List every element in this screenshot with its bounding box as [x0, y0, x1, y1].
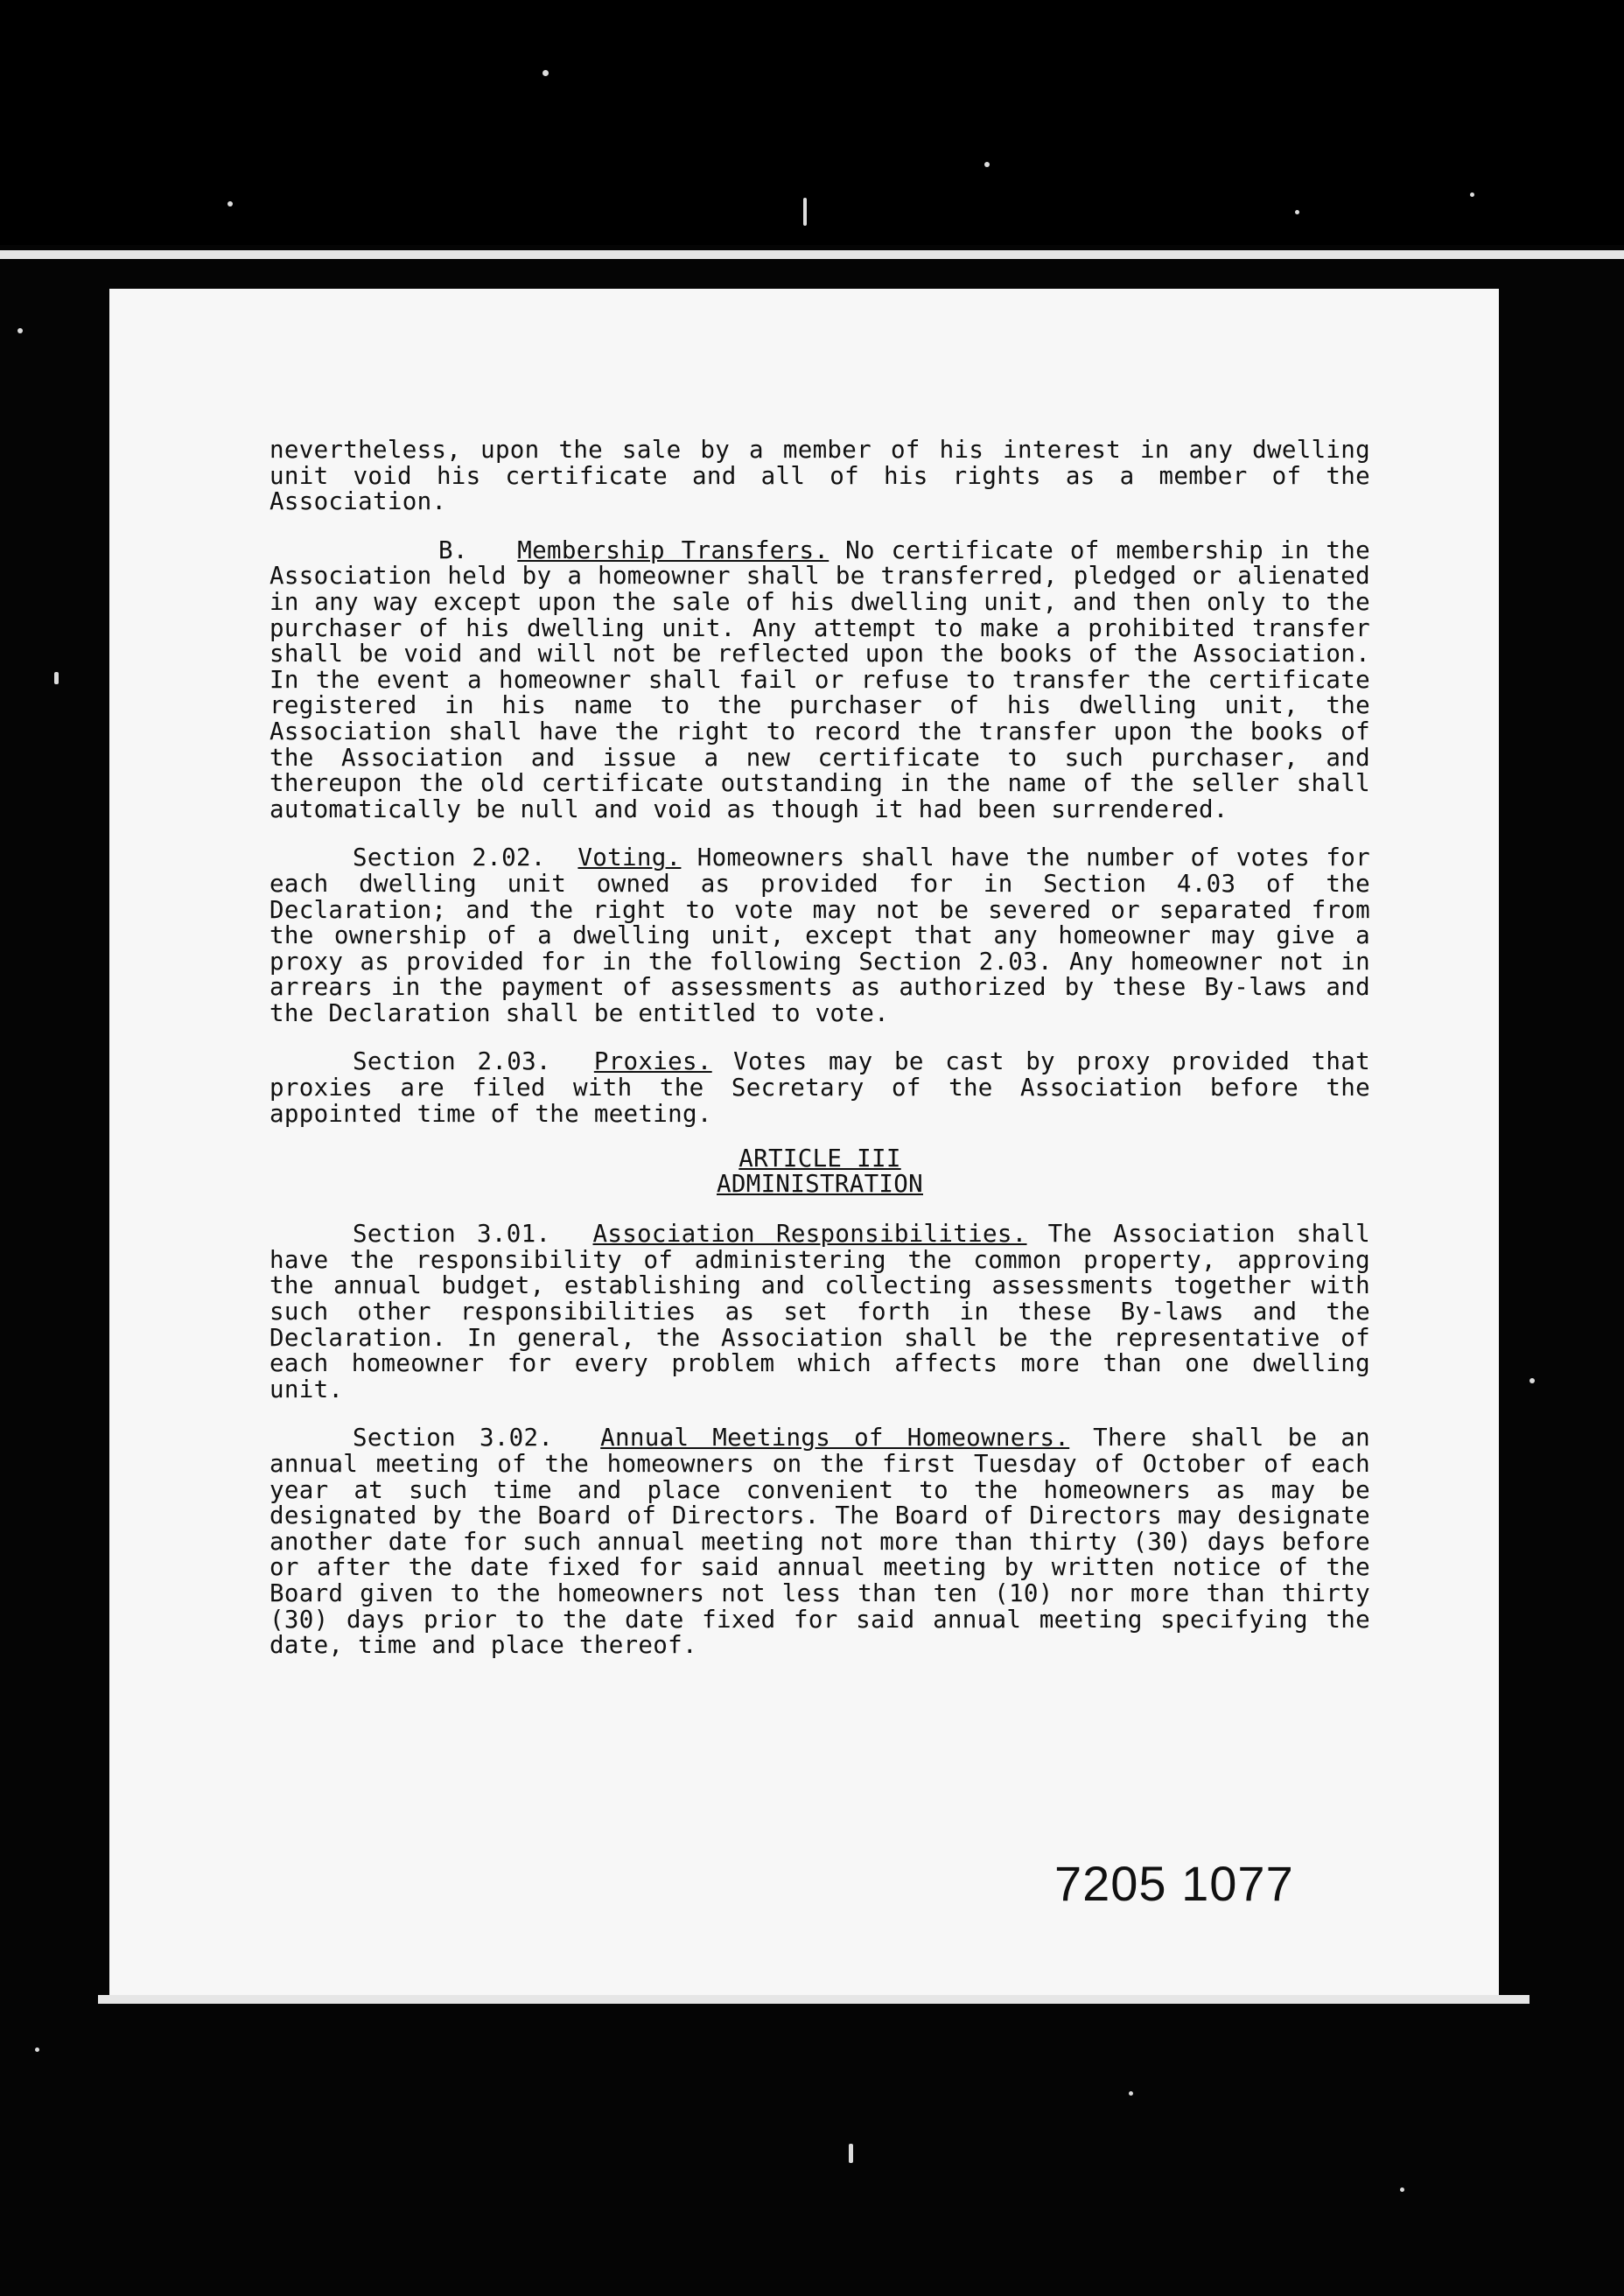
section-text: Votes may be cast by proxy provided that proxies are filed with the Secretary of the Association before the appointed time of the meeting. [270, 1047, 1370, 1128]
scan-speck [1470, 192, 1474, 197]
scan-speck [35, 2048, 39, 2052]
subsection-label: B. [438, 536, 468, 564]
section-3-01 [270, 1222, 1370, 1403]
section-label: Section 3.01. [353, 1220, 551, 1249]
section-heading: Annual Meetings of Homeowners. [600, 1424, 1070, 1452]
section-heading: Voting. [578, 844, 682, 872]
subsection-text: No certificate of membership in the Association held by a homeowner shall be transferred, pledged or alienated in any way except upon the sale of his dwelling unit, and then only to the purchaser of his dwelling unit. Any attempt to make a prohibited transfer shall be void and will not be reflected upon the books of the Association. In the event a homeowner shall fail or refuse to transfer the certificate registered in his name to the purchaser of his dwelling unit, the Association shall have the right to record the transfer upon the books of the Association and issue a new certificate to such purchaser, and thereupon the old certificate outstanding in the name of the seller shall automatically be null and void as though it had been surrendered. [270, 536, 1371, 823]
top-edge-rule [0, 250, 1624, 259]
document-body [270, 438, 1370, 1659]
section-label: Section 3.02. [353, 1424, 554, 1452]
document-page [109, 289, 1499, 1999]
recording-stamp-number: 7205 1077 [1054, 1856, 1294, 1911]
scan-speck [1129, 2091, 1133, 2096]
section-2-03 [270, 1049, 1370, 1127]
paragraph-membership-transfers [270, 538, 1370, 823]
subsection-heading: Membership Transfers. [517, 536, 830, 564]
article-number: ARTICLE III [738, 1144, 901, 1173]
section-label: Section 2.03. [353, 1047, 551, 1076]
section-3-02 [270, 1425, 1370, 1658]
bottom-edge-rule [98, 1995, 1530, 2004]
article-title: ADMINISTRATION [717, 1170, 923, 1199]
dark-scan-margin [0, 0, 1624, 245]
scan-speck [18, 328, 23, 333]
section-label: Section 2.02. [353, 844, 546, 872]
section-2-02 [270, 845, 1370, 1026]
scan-speck [849, 2144, 853, 2163]
scan-speck [984, 162, 990, 167]
scan-speck [1400, 2188, 1404, 2192]
section-text: There shall be an annual meeting of the homeowners on the first Tuesday of October of each year at such time and place convenient to the homeowners as may be designated by the Board of Directors. The Board of Directors may designate another date for such annual meeting not more than thirty (30) days before or after the date fixed for said annual meeting by written notice of the Board given to the homeowners not less than ten (10) nor more than thirty (30) days prior to the date fixed for said annual meeting specifying the date, time and place thereof. [270, 1424, 1370, 1660]
paragraph-continuation: nevertheless, upon the sale by a member of his interest in any dwelling unit void his certificate and all of his rights as a member of the Association. [270, 436, 1370, 516]
scan-speck [1530, 1378, 1535, 1383]
scan-speck [228, 201, 233, 206]
section-heading: Association Responsibilities. [592, 1220, 1027, 1249]
section-heading: Proxies. [593, 1047, 712, 1076]
scan-speck [1295, 210, 1299, 214]
section-text: Homeowners shall have the number of votes for each dwelling unit owned as provided for in Section 4.03 of the Declaration; and the right to vote may not be severed or separated from the ownership of a dwelling unit, except that any homeowner may give a proxy as provided for in the following Section 2.03. Any homeowner not in arrears in the payment of assessments as authorized by these By-laws and the Declaration shall be entitled to vote. [270, 844, 1370, 1027]
scan-speck [54, 672, 59, 684]
scan-speck [803, 198, 807, 226]
scan-speck [542, 70, 549, 76]
section-text: The Association shall have the responsibility of administering the common property, approving the annual budget, establishing and collecting assessments together with such other responsibilities as set forth in these By-laws and the Declaration. In general, the Association shall be the representative of each homeowner for every problem which affects more than one dwelling unit. [270, 1220, 1370, 1404]
article-heading [270, 1146, 1370, 1197]
